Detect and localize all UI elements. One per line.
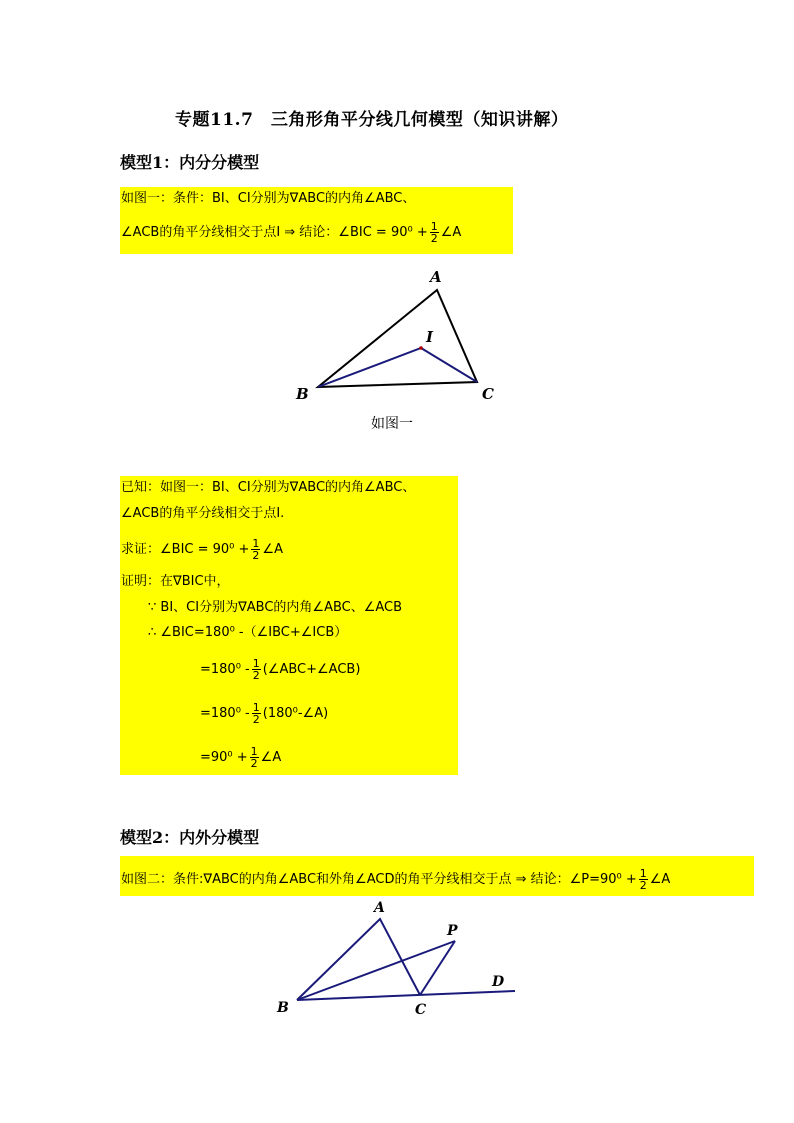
- bisector-bp: [297, 941, 455, 1000]
- fraction-numerator: 1: [250, 745, 258, 758]
- fraction-denominator: 2: [252, 713, 260, 726]
- model2-condition-angle: ∠A: [649, 872, 671, 887]
- proof-line-because: ∵ BI、CI分别为∇ABC的内角∠ABC、∠ACB: [148, 600, 403, 615]
- proof-line-given-2: ∠ACB的角平分线相交于点I.: [121, 506, 285, 521]
- proof-step3-expr: ∠A: [260, 750, 282, 765]
- label-a: A: [430, 268, 442, 286]
- fraction-denominator: 2: [250, 757, 258, 770]
- model2-condition-box: [120, 856, 754, 896]
- triangle-abc: [318, 290, 477, 387]
- proof-fraction-2: [252, 658, 261, 681]
- proof-line-therefore: ∴ ∠BIC=180⁰ -（∠IBC+∠ICB）: [148, 625, 348, 640]
- proof-step2-text: =180⁰ -: [200, 706, 250, 721]
- model2-condition-line: [121, 868, 670, 891]
- proof-step1-expr: (∠ABC+∠ACB): [262, 662, 361, 677]
- triangle-sides: [297, 919, 420, 1000]
- fraction-denominator: 2: [252, 549, 260, 562]
- fraction-numerator: 1: [252, 701, 260, 714]
- label-c: C: [415, 1002, 427, 1018]
- page-title: 专题11.7 三角形角平分线几何模型（知识讲解）: [175, 110, 569, 130]
- model1-condition-line2-text: ∠ACB的角平分线相交于点I ⇒ 结论：∠BIC = 90⁰ +: [121, 225, 428, 240]
- label-a: A: [374, 900, 385, 916]
- proof-fraction-4: [250, 746, 259, 769]
- fraction-numerator: 1: [252, 657, 260, 670]
- label-b: B: [277, 1000, 289, 1016]
- fraction-denominator: 2: [639, 879, 647, 892]
- line-bcd: [297, 991, 515, 1000]
- model2-condition-text: 如图二：条件:∇ABC的内角∠ABC和外角∠ACD的角平分线相交于点 ⇒ 结论：∠P=90⁰ +: [121, 872, 637, 887]
- label-b: B: [296, 385, 309, 403]
- proof-line-prove: [121, 538, 283, 561]
- model1-fraction: [430, 221, 439, 244]
- proof-step1-text: =180⁰ -: [200, 662, 250, 677]
- proof-line-step2: [200, 702, 328, 725]
- proof-prove-angle: ∠A: [262, 542, 283, 557]
- model1-heading: 模型1：内分分模型: [120, 153, 260, 172]
- figure-2: [270, 895, 530, 1025]
- label-p: P: [447, 923, 458, 939]
- label-c: C: [482, 385, 494, 403]
- model2-fraction: [639, 868, 648, 891]
- fraction-numerator: 1: [252, 537, 260, 550]
- label-d: D: [492, 974, 505, 990]
- proof-fraction-3: [252, 702, 261, 725]
- model1-condition-line2: [121, 221, 461, 244]
- fraction-numerator: 1: [639, 867, 647, 880]
- model1-condition-line1: 如图一：条件：BI、CI分别为∇ABC的内角∠ABC、: [121, 191, 416, 206]
- label-i: I: [426, 328, 434, 346]
- fraction-denominator: 2: [252, 669, 260, 682]
- proof-step2-expr: (180⁰-∠A): [262, 706, 329, 721]
- proof-box: [120, 476, 458, 775]
- proof-line-step1: [200, 658, 360, 681]
- bisector-cp: [420, 941, 455, 995]
- figure-1: [280, 262, 520, 407]
- proof-line-given: 已知：如图一：BI、CI分别为∇ABC的内角∠ABC、: [121, 480, 416, 495]
- proof-prove-text: 求证：∠BIC = 90⁰ +: [121, 542, 250, 557]
- fraction-numerator: 1: [430, 220, 438, 233]
- proof-line-start: 证明：在∇BIC中，: [121, 574, 230, 589]
- fraction-denominator: 2: [430, 232, 438, 245]
- model1-condition-box: [120, 187, 513, 254]
- proof-step3-text: =90⁰ +: [200, 750, 248, 765]
- model1-condition-line2-angle: ∠A: [440, 225, 462, 240]
- proof-line-step3: [200, 746, 281, 769]
- point-i: [419, 346, 423, 350]
- figure-1-caption: 如图一: [371, 416, 413, 432]
- model2-heading: 模型2：内外分模型: [120, 828, 260, 847]
- proof-fraction-1: [251, 538, 260, 561]
